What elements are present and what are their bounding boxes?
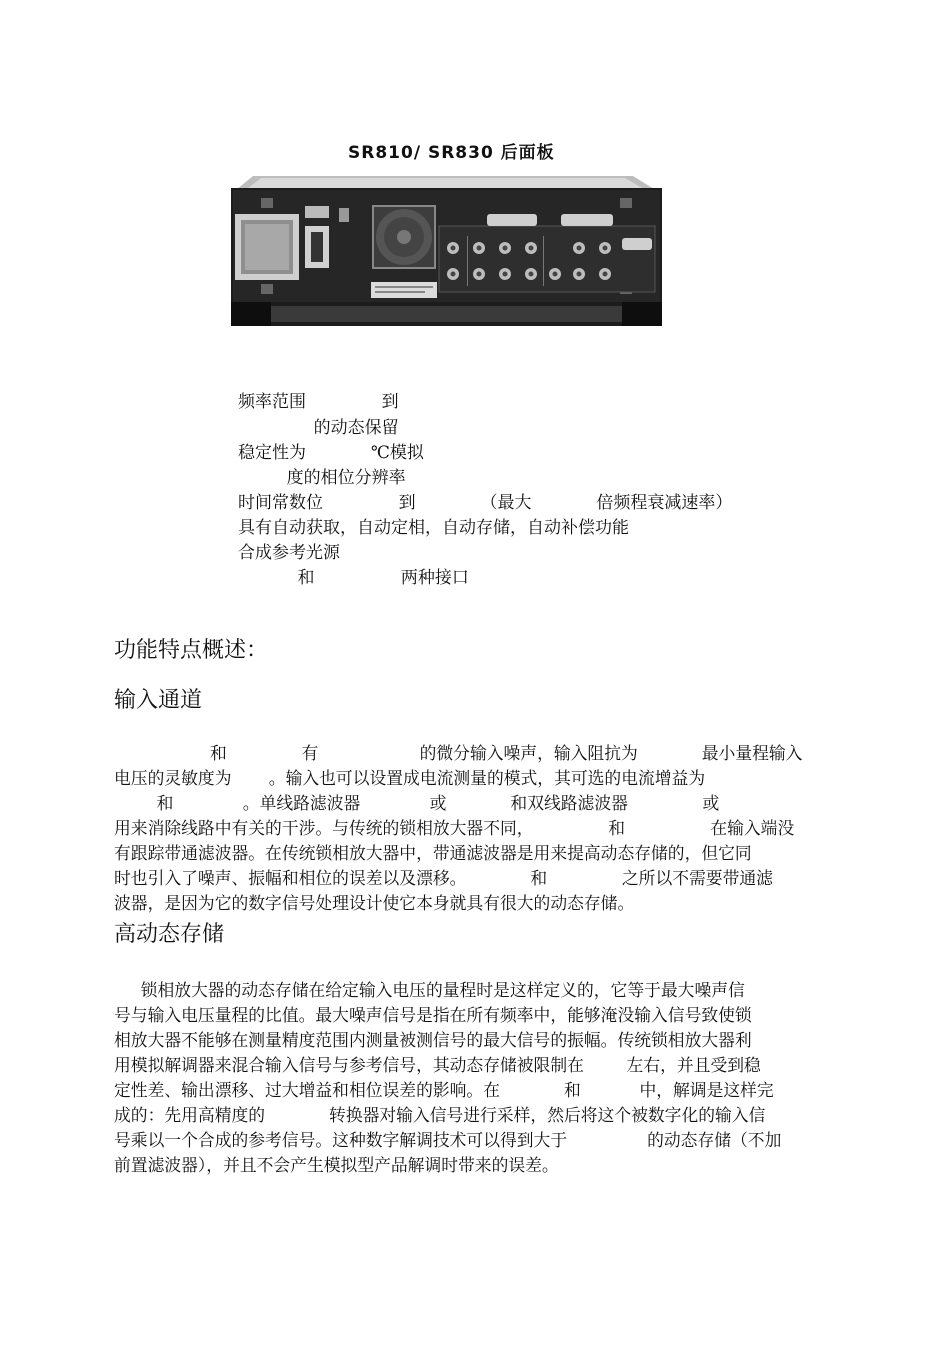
paragraph-line: 相放大器不能够在测量精度范围内测量被测信号的最大信号的振幅。传统锁相放大器利: [114, 1030, 752, 1050]
feature-item: 具有自动获取，自动定相，自动存储，自动补偿功能: [238, 518, 629, 538]
paragraph-line: 锁相放大器的动态存储在给定输入电压的量程时是这样定义的，它等于最大噪声信: [114, 980, 745, 1000]
paragraph-line: 有跟踪带通滤波器。在传统锁相放大器中，带通滤波器是用来提高动态存储的，但它同: [114, 843, 752, 863]
feature-item: 和 两种接口: [238, 568, 469, 588]
paragraph-line: 和 有 的微分输入噪声，输入阻抗为 最小量程输入: [114, 743, 803, 763]
paragraph-line: 电压的灵敏度为 。输入也可以设置成电流测量的模式，其可选的电流增益为: [114, 768, 706, 788]
figure-caption: SR810/ SR830 后面板: [348, 143, 555, 163]
rear-panel-image: [231, 176, 662, 326]
paragraph-line: 和 。单线路滤波器 或 和双线路滤波器 或: [114, 793, 720, 813]
heading-dynamic-reserve: 高动态存储: [114, 922, 225, 947]
paragraph-line: 用来消除线路中有关的干涉。与传统的锁相放大器不同， 和 在输入端没: [114, 818, 795, 838]
paragraph-line: 号与输入电压量程的比值。最大噪声信号是指在所有频率中，能够淹没输入信号致使锁: [114, 1005, 752, 1025]
paragraph-line: 波器，是因为它的数字信号处理设计使它本身就具有很大的动态存储。: [114, 893, 635, 913]
feature-item: 频率范围 到: [238, 392, 399, 412]
feature-item: 的动态保留: [238, 418, 399, 438]
feature-item: 时间常数位 到 （最大 倍频程衰减速率）: [238, 493, 733, 513]
heading-overview: 功能特点概述：: [114, 638, 269, 663]
paragraph-line: 前置滤波器），并且不会产生模拟型产品解调时带来的误差。: [114, 1155, 559, 1175]
paragraph-line: 成的：先用高精度的 转换器对输入信号进行采样，然后将这个被数字化的输入信: [114, 1105, 766, 1125]
heading-input-channel: 输入通道: [114, 688, 203, 713]
feature-item: 稳定性为 ℃模拟: [238, 443, 424, 463]
paragraph-line: 号乘以一个合成的参考信号。这种数字解调技术可以得到大于 的动态存储（不加: [114, 1130, 782, 1150]
paragraph-line: 用模拟解调器来混合输入信号与参考信号，其动态存储被限制在 左右，并且受到稳: [114, 1055, 761, 1075]
paragraph-line: 定性差、输出漂移、过大增益和相位误差的影响。在 和 中，解调是这样完: [114, 1080, 774, 1100]
paragraph-line: 时也引入了噪声、振幅和相位的误差以及漂移。 和 之所以不需要带通滤: [114, 868, 773, 888]
feature-item: 度的相位分辨率: [238, 468, 406, 488]
feature-item: 合成参考光源: [238, 543, 340, 563]
